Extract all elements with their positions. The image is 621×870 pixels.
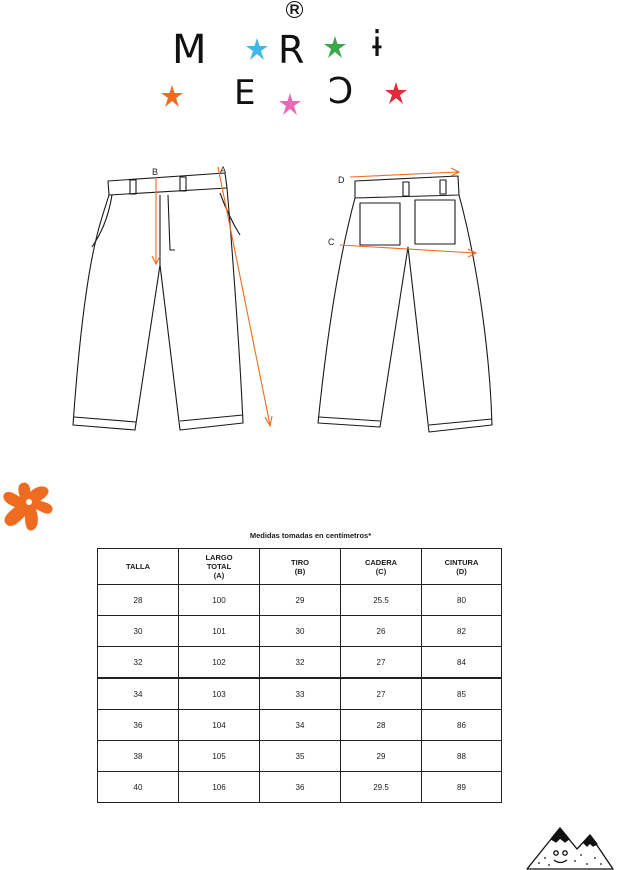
brand-logo — [150, 0, 430, 125]
pants-drawing — [60, 155, 530, 445]
logo-letter-m: M — [172, 27, 207, 73]
registered-mark: R — [286, 1, 303, 18]
table-cell: 88 — [422, 741, 502, 772]
table-cell: 33 — [260, 678, 341, 710]
table-cell: 25.5 — [341, 585, 422, 616]
cyan-star-icon — [246, 38, 268, 60]
table-cell: 102 — [179, 647, 260, 679]
table-cell: 32 — [260, 647, 341, 679]
table-cell: 28 — [98, 585, 179, 616]
table-cell: 101 — [179, 616, 260, 647]
table-cell: 105 — [179, 741, 260, 772]
table-cell: 86 — [422, 710, 502, 741]
logo-letter-i: ɨ — [372, 24, 383, 65]
table-cell: 89 — [422, 772, 502, 803]
table-cell: 34 — [260, 710, 341, 741]
table-cell: 36 — [260, 772, 341, 803]
table-caption: Medidas tomadas en centímetros* — [249, 531, 372, 540]
mountain-faces-icon — [525, 825, 615, 870]
table-cell: 84 — [422, 647, 502, 679]
table-row — [98, 741, 502, 772]
pink-star-icon — [279, 93, 301, 115]
table-cell: 27 — [341, 647, 422, 679]
front-pants — [73, 173, 243, 430]
orange-blob-icon — [0, 478, 62, 536]
table-cell: 29.5 — [341, 772, 422, 803]
logo-letter-r: R — [278, 28, 305, 72]
table-cell: 106 — [179, 772, 260, 803]
size-chart-table — [97, 548, 502, 803]
header-cintura: CINTURA (D) — [422, 549, 502, 585]
table-cell: 28 — [341, 710, 422, 741]
table-cell: 30 — [98, 616, 179, 647]
header-talla: TALLA — [98, 549, 179, 585]
table-cell: 35 — [260, 741, 341, 772]
table-row — [98, 647, 502, 679]
table-row — [98, 710, 502, 741]
red-star-icon — [385, 82, 407, 104]
table-cell: 36 — [98, 710, 179, 741]
header-tiro: TIRO (B) — [260, 549, 341, 585]
measure-label-c: C — [328, 237, 335, 247]
table-cell: 29 — [260, 585, 341, 616]
table-cell: 85 — [422, 678, 502, 710]
table-row — [98, 772, 502, 803]
table-cell: 82 — [422, 616, 502, 647]
table-row — [98, 585, 502, 616]
green-star-icon — [324, 36, 346, 58]
logo-letter-c: Ↄ — [328, 71, 354, 112]
table-cell: 27 — [341, 678, 422, 710]
header-cadera: CADERA (C) — [341, 549, 422, 585]
table-cell: 38 — [98, 741, 179, 772]
table-cell: 29 — [341, 741, 422, 772]
logo-stars — [150, 0, 430, 125]
table-cell: 80 — [422, 585, 502, 616]
table-row — [98, 616, 502, 647]
table-cell: 30 — [260, 616, 341, 647]
back-pants — [318, 176, 492, 432]
measure-line-a — [218, 167, 270, 425]
header-largo-total: LARGO TOTAL (A) — [179, 549, 260, 585]
logo-letter-e: E — [234, 73, 256, 113]
table-row — [98, 678, 502, 710]
table-cell: 32 — [98, 647, 179, 679]
table-cell: 100 — [179, 585, 260, 616]
table-cell: 103 — [179, 678, 260, 710]
table-cell: 40 — [98, 772, 179, 803]
measure-label-b: B — [152, 167, 159, 177]
table-cell: 26 — [341, 616, 422, 647]
measure-label-a: A — [220, 165, 227, 175]
table-cell: 34 — [98, 678, 179, 710]
pants-diagrams — [60, 155, 530, 445]
table-header-row — [98, 549, 502, 585]
measure-label-d: D — [338, 175, 345, 185]
orange-star-icon — [161, 85, 183, 107]
table-cell: 104 — [179, 710, 260, 741]
